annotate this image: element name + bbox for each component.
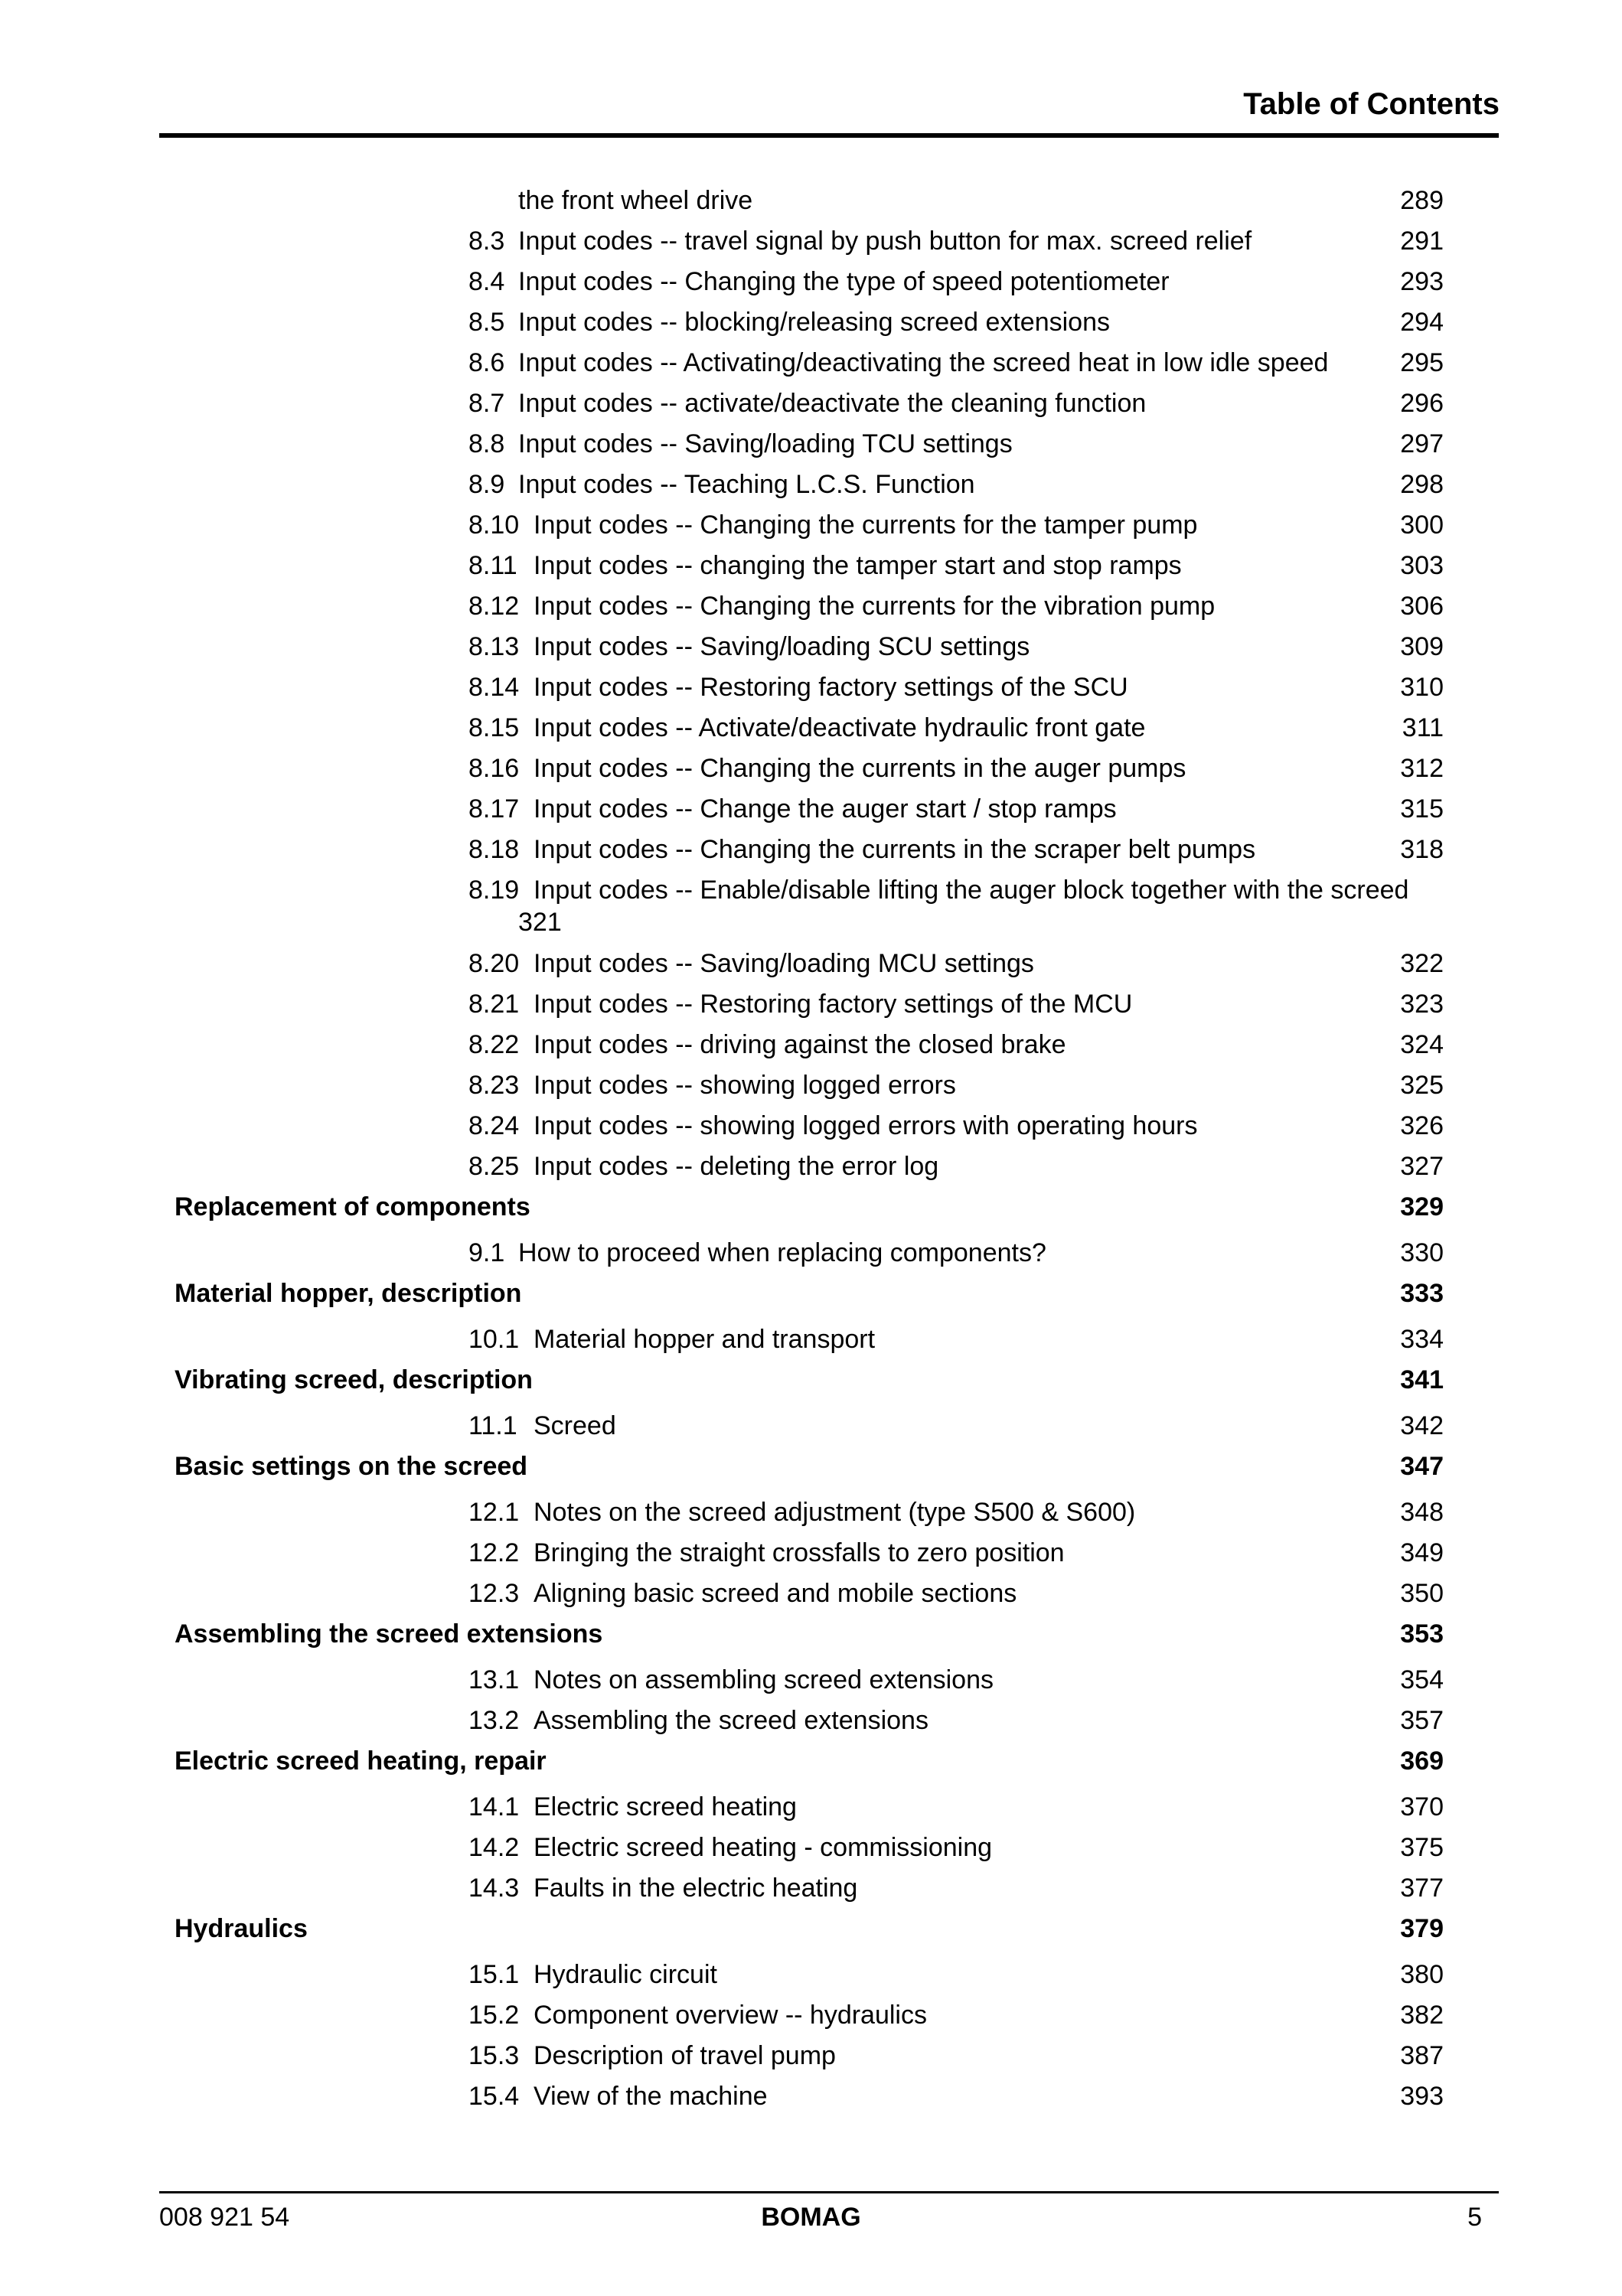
toc-entry-page: 311 xyxy=(1402,713,1444,742)
toc-entry-number: 14.3 xyxy=(468,1874,520,1903)
toc-chapter-entry[interactable] xyxy=(0,1274,1622,1319)
toc-section-entry[interactable] xyxy=(0,383,1622,424)
toc-entry-title: Input codes -- Activate/deactivate hydraulic front gate xyxy=(534,713,1146,742)
toc-entry-number: 15.4 xyxy=(468,2082,520,2111)
toc-entry-page: 295 xyxy=(1400,348,1444,377)
toc-chapter-entry[interactable] xyxy=(0,1446,1622,1492)
toc-entry-title: Input codes -- Teaching L.C.S. Function xyxy=(518,470,975,499)
toc-entry-page: 387 xyxy=(1400,2041,1444,2070)
toc-entry-title: Input codes -- showing logged errors with operating hours xyxy=(534,1111,1198,1140)
toc-entry-title: Hydraulics xyxy=(175,1914,308,1943)
toc-entry-page: 297 xyxy=(1400,429,1444,458)
toc-entry-number: 15.1 xyxy=(468,1960,520,1989)
toc-section-entry[interactable] xyxy=(0,1065,1622,1106)
toc-chapter-entry[interactable] xyxy=(0,1187,1622,1233)
toc-entry-page: 291 xyxy=(1400,227,1444,256)
toc-entry-title: Input codes -- Change the auger start / stop ramps xyxy=(534,794,1117,823)
toc-entry-page: 375 xyxy=(1400,1833,1444,1862)
toc-entry-number: 8.12 xyxy=(468,592,520,621)
toc-entry-page: 318 xyxy=(1400,835,1444,864)
toc-entry-page: 348 xyxy=(1400,1498,1444,1527)
toc-entry-number: 8.11 xyxy=(468,551,517,580)
toc-entry-page: 350 xyxy=(1400,1579,1444,1608)
toc-entry-title: Input codes -- showing logged errors xyxy=(534,1071,956,1100)
toc-entry-number: 8.17 xyxy=(468,794,520,823)
toc-entry-page: 289 xyxy=(1400,186,1444,215)
toc-entry-page: 379 xyxy=(1400,1914,1444,1943)
toc-entry-number: 8.16 xyxy=(468,754,520,783)
toc-entry-number: 8.7 xyxy=(468,389,505,418)
toc-section-entry[interactable] xyxy=(0,302,1622,343)
toc-section-entry[interactable] xyxy=(0,505,1622,546)
toc-section-entry[interactable] xyxy=(0,1787,1622,1828)
toc-entry-title: Input codes -- Restoring factory settings of the SCU xyxy=(534,673,1128,702)
toc-entry-page: 294 xyxy=(1400,308,1444,337)
toc-entry-number: 12.2 xyxy=(468,1538,520,1567)
toc-section-entry[interactable] xyxy=(0,424,1622,465)
toc-entry-number: 12.1 xyxy=(468,1498,520,1527)
toc-entry-title: Input codes -- Enable/disable lifting the auger block together with the screed xyxy=(534,876,1409,905)
toc-entry-title: Notes on assembling screed extensions xyxy=(534,1665,994,1694)
toc-entry-number: 8.19 xyxy=(468,876,520,905)
toc-entry-title: Input codes -- activate/deactivate the cleaning function xyxy=(518,389,1147,418)
toc-entry-title: Input codes -- Saving/loading SCU settings xyxy=(534,632,1030,661)
toc-entry-number: 8.9 xyxy=(468,470,505,499)
toc-entry-number: 15.3 xyxy=(468,2041,520,2070)
toc-entry-page: 322 xyxy=(1400,949,1444,978)
toc-section-entry[interactable] xyxy=(0,830,1622,870)
toc-entry-title: How to proceed when replacing components? xyxy=(518,1238,1046,1267)
toc-entry-page: 353 xyxy=(1400,1619,1444,1649)
toc-section-entry[interactable] xyxy=(0,708,1622,748)
toc-entry-number: 8.8 xyxy=(468,429,505,458)
toc-section-entry[interactable] xyxy=(0,1146,1622,1187)
toc-entry-page: 370 xyxy=(1400,1792,1444,1821)
toc-entry-title: Component overview -- hydraulics xyxy=(534,2001,927,2030)
toc-section-entry[interactable] xyxy=(0,1955,1622,1995)
toc-entry-page: 382 xyxy=(1400,2001,1444,2030)
toc-section-entry[interactable] xyxy=(0,546,1622,586)
toc-section-entry[interactable] xyxy=(0,1660,1622,1701)
table-of-contents xyxy=(0,181,1622,2117)
toc-entry-page: 298 xyxy=(1400,470,1444,499)
toc-entry-title: Electric screed heating - commissioning xyxy=(534,1833,993,1862)
toc-section-entry[interactable] xyxy=(0,667,1622,708)
toc-entry-page: 326 xyxy=(1400,1111,1444,1140)
toc-entry-page: 325 xyxy=(1400,1071,1444,1100)
toc-entry-number: 8.15 xyxy=(468,713,520,742)
toc-entry-number: 8.21 xyxy=(468,990,520,1019)
toc-entry-page: 296 xyxy=(1400,389,1444,418)
toc-entry-number: 12.3 xyxy=(468,1579,520,1608)
toc-entry-page: 369 xyxy=(1400,1746,1444,1776)
toc-chapter-entry[interactable] xyxy=(0,1909,1622,1955)
toc-continuation-entry[interactable] xyxy=(0,181,1622,221)
toc-section-entry[interactable] xyxy=(0,789,1622,830)
toc-entry-page: 393 xyxy=(1400,2082,1444,2111)
toc-section-entry[interactable] xyxy=(0,465,1622,505)
toc-entry-title: Faults in the electric heating xyxy=(534,1874,858,1903)
toc-section-entry[interactable] xyxy=(0,1106,1622,1146)
toc-section-entry[interactable] xyxy=(0,1574,1622,1614)
toc-entry-number: 10.1 xyxy=(468,1325,520,1354)
toc-entry-number: 14.1 xyxy=(468,1792,520,1821)
toc-entry-page: 341 xyxy=(1400,1365,1444,1394)
toc-entry-title: Input codes -- changing the tamper start and stop ramps xyxy=(534,551,1182,580)
toc-section-entry[interactable] xyxy=(0,1492,1622,1533)
toc-section-entry[interactable] xyxy=(0,2076,1622,2117)
toc-entry-page: 300 xyxy=(1400,510,1444,540)
toc-entry-title: Input codes -- blocking/releasing screed extensions xyxy=(518,308,1110,337)
toc-entry-page: 357 xyxy=(1400,1706,1444,1735)
toc-entry-title: Material hopper, description xyxy=(175,1279,522,1308)
toc-section-entry[interactable] xyxy=(0,1868,1622,1909)
toc-entry-page: 329 xyxy=(1400,1192,1444,1221)
toc-section-entry[interactable] xyxy=(0,2036,1622,2076)
toc-entry-number: 8.10 xyxy=(468,510,520,540)
toc-entry-page: 347 xyxy=(1400,1452,1444,1481)
toc-entry-page: 303 xyxy=(1400,551,1444,580)
toc-entry-title: Input codes -- Changing the type of speed potentiometer xyxy=(518,267,1170,296)
toc-entry-page: 293 xyxy=(1400,267,1444,296)
toc-entry-number: 8.3 xyxy=(468,227,505,256)
toc-section-entry[interactable] xyxy=(0,1025,1622,1065)
toc-chapter-entry[interactable] xyxy=(0,1741,1622,1787)
toc-section-entry[interactable] xyxy=(0,627,1622,667)
toc-section-entry[interactable] xyxy=(0,586,1622,627)
toc-entry-number: 8.5 xyxy=(468,308,505,337)
toc-entry-title: Electric screed heating xyxy=(534,1792,797,1821)
toc-chapter-entry[interactable] xyxy=(0,1614,1622,1660)
toc-entry-number: 11.1 xyxy=(468,1411,517,1440)
toc-entry-title: Replacement of components xyxy=(175,1192,530,1221)
toc-entry-title: Assembling the screed extensions xyxy=(175,1619,603,1649)
toc-entry-page: 310 xyxy=(1400,673,1444,702)
toc-section-entry[interactable] xyxy=(0,343,1622,383)
toc-chapter-entry[interactable] xyxy=(0,1360,1622,1406)
toc-entry-title: Screed xyxy=(534,1411,616,1440)
toc-entry-title: Input codes -- Activating/deactivating the screed heat in low idle speed xyxy=(518,348,1329,377)
toc-entry-number: 8.14 xyxy=(468,673,520,702)
page-title: Table of Contents xyxy=(1243,87,1500,121)
page-footer xyxy=(0,2198,1622,2236)
toc-entry-page: 377 xyxy=(1400,1874,1444,1903)
toc-entry-title: Bringing the straight crossfalls to zero position xyxy=(534,1538,1065,1567)
toc-entry-number: 13.1 xyxy=(468,1665,520,1694)
toc-entry-number: 8.22 xyxy=(468,1030,520,1059)
toc-entry-title: Input codes -- Changing the currents for the vibration pump xyxy=(534,592,1216,621)
toc-entry-title: Input codes -- deleting the error log xyxy=(534,1152,939,1181)
toc-section-entry[interactable] xyxy=(0,1319,1622,1360)
page-number: 5 xyxy=(1467,2203,1482,2232)
toc-section-entry[interactable] xyxy=(0,870,1622,944)
toc-entry-number: 8.23 xyxy=(468,1071,520,1100)
toc-entry-title: Input codes -- Restoring factory settings of the MCU xyxy=(534,990,1133,1019)
toc-entry-title: Hydraulic circuit xyxy=(534,1960,717,1989)
toc-entry-title: Input codes -- Changing the currents for the tamper pump xyxy=(534,510,1198,540)
toc-entry-page: 334 xyxy=(1400,1325,1444,1354)
document-number: 008 921 54 xyxy=(159,2203,290,2232)
toc-entry-title: Basic settings on the screed xyxy=(175,1452,528,1481)
toc-entry-number: 8.4 xyxy=(468,267,505,296)
toc-entry-page: 324 xyxy=(1400,1030,1444,1059)
toc-entry-title: View of the machine xyxy=(534,2082,768,2111)
toc-entry-page: 321 xyxy=(518,908,562,937)
toc-entry-number: 8.25 xyxy=(468,1152,520,1181)
toc-section-entry[interactable] xyxy=(0,748,1622,789)
toc-entry-number: 13.2 xyxy=(468,1706,520,1735)
toc-entry-title: Input codes -- travel signal by push button for max. screed relief xyxy=(518,227,1252,256)
brand-name: BOMAG xyxy=(761,2203,861,2232)
toc-entry-page: 327 xyxy=(1400,1152,1444,1181)
toc-entry-number: 8.18 xyxy=(468,835,520,864)
toc-entry-title: Electric screed heating, repair xyxy=(175,1746,547,1776)
toc-section-entry[interactable] xyxy=(0,1533,1622,1574)
toc-entry-title: Notes on the screed adjustment (type S500 & S600) xyxy=(534,1498,1136,1527)
toc-entry-title: Description of travel pump xyxy=(534,2041,836,2070)
toc-entry-title: Input codes -- Changing the currents in the auger pumps xyxy=(534,754,1186,783)
toc-section-entry[interactable] xyxy=(0,1828,1622,1868)
toc-entry-title: Input codes -- Changing the currents in the scraper belt pumps xyxy=(534,835,1256,864)
toc-entry-page: 312 xyxy=(1400,754,1444,783)
toc-entry-page: 354 xyxy=(1400,1665,1444,1694)
toc-section-entry[interactable] xyxy=(0,984,1622,1025)
toc-entry-title: Vibrating screed, description xyxy=(175,1365,533,1394)
toc-entry-title: Assembling the screed extensions xyxy=(534,1706,928,1735)
toc-section-entry[interactable] xyxy=(0,1701,1622,1741)
toc-entry-page: 315 xyxy=(1400,794,1444,823)
toc-section-entry[interactable] xyxy=(0,1406,1622,1446)
toc-entry-page: 330 xyxy=(1400,1238,1444,1267)
toc-section-entry[interactable] xyxy=(0,1233,1622,1274)
toc-entry-number: 8.13 xyxy=(468,632,520,661)
toc-entry-number: 15.2 xyxy=(468,2001,520,2030)
toc-entry-number: 8.20 xyxy=(468,949,520,978)
toc-entry-page: 309 xyxy=(1400,632,1444,661)
toc-section-entry[interactable] xyxy=(0,1995,1622,2036)
toc-section-entry[interactable] xyxy=(0,944,1622,984)
toc-section-entry[interactable] xyxy=(0,221,1622,262)
toc-entry-number: 8.6 xyxy=(468,348,505,377)
toc-entry-number: 14.2 xyxy=(468,1833,520,1862)
toc-entry-number: 9.1 xyxy=(468,1238,505,1267)
toc-entry-page: 349 xyxy=(1400,1538,1444,1567)
toc-entry-page: 380 xyxy=(1400,1960,1444,1989)
toc-entry-page: 306 xyxy=(1400,592,1444,621)
toc-entry-title: Aligning basic screed and mobile sections xyxy=(534,1579,1017,1608)
toc-entry-title: Input codes -- Saving/loading MCU settings xyxy=(534,949,1034,978)
toc-section-entry[interactable] xyxy=(0,262,1622,302)
toc-entry-title: Input codes -- Saving/loading TCU settings xyxy=(518,429,1013,458)
footer-rule xyxy=(159,2191,1499,2193)
toc-entry-title: the front wheel drive xyxy=(518,186,753,215)
header-rule xyxy=(159,133,1499,138)
toc-entry-number: 8.24 xyxy=(468,1111,520,1140)
toc-entry-page: 342 xyxy=(1400,1411,1444,1440)
toc-entry-title: Material hopper and transport xyxy=(534,1325,876,1354)
toc-entry-page: 333 xyxy=(1400,1279,1444,1308)
toc-entry-page: 323 xyxy=(1400,990,1444,1019)
toc-entry-title: Input codes -- driving against the closed brake xyxy=(534,1030,1066,1059)
